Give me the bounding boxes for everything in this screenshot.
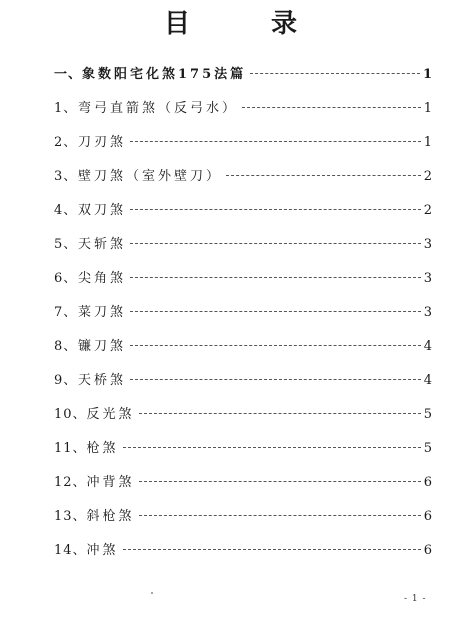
dot-leader — [226, 175, 421, 176]
toc-entry-number: 6、 — [54, 271, 78, 286]
toc-entry-label: 象数阳宅化煞175法篇 — [82, 67, 247, 82]
toc-entry-label: 尖角煞 — [78, 271, 127, 286]
dot-leader — [123, 447, 421, 448]
toc-entry[interactable] — [54, 437, 432, 471]
toc-entry-number: 8、 — [54, 339, 78, 354]
toc-entry[interactable] — [54, 335, 432, 369]
table-of-contents — [54, 63, 432, 573]
toc-entry-number: 11、 — [54, 441, 87, 456]
dot-leader — [139, 481, 421, 482]
toc-entry-label: 斜枪煞 — [86, 509, 135, 524]
dot-leader — [130, 379, 421, 380]
toc-entry-page: 3 — [423, 237, 432, 252]
dot-leader — [242, 107, 421, 108]
toc-entry[interactable] — [54, 539, 432, 573]
toc-entry-label: 弯弓直箭煞（反弓水） — [78, 101, 239, 116]
toc-entry-label: 冲背煞 — [86, 475, 135, 490]
toc-entry-page: 6 — [423, 543, 432, 558]
toc-entry-page: 1 — [423, 101, 432, 116]
toc-entry-page: 2 — [423, 169, 432, 184]
toc-entry-label: 枪煞 — [86, 441, 119, 456]
toc-entry-number: 4、 — [54, 203, 78, 218]
toc-entry-section[interactable] — [54, 63, 432, 97]
toc-entry-number: 一、 — [54, 67, 83, 82]
toc-entry-number: 2、 — [54, 135, 78, 150]
toc-entry-page: 3 — [423, 271, 432, 286]
toc-entry-number: 10、 — [54, 407, 87, 422]
toc-entry-label: 镰刀煞 — [78, 339, 127, 354]
dot-leader — [123, 549, 421, 550]
toc-entry-number: 3、 — [54, 169, 78, 184]
toc-entry-label: 冲煞 — [86, 543, 119, 558]
toc-entry-number: 1、 — [54, 101, 78, 116]
toc-entry-page: 6 — [423, 509, 432, 524]
toc-entry[interactable] — [54, 403, 432, 437]
toc-entry[interactable] — [54, 97, 432, 131]
toc-entry-page: 6 — [423, 475, 432, 490]
toc-entry[interactable] — [54, 233, 432, 267]
dot-leader — [130, 141, 421, 142]
toc-entry-label: 刀刃煞 — [78, 135, 127, 150]
page-title: 目 录 — [163, 9, 334, 39]
toc-entry[interactable] — [54, 267, 432, 301]
toc-entry-number: 7、 — [54, 305, 78, 320]
dot-leader — [130, 345, 421, 346]
toc-entry-label: 天斩煞 — [78, 237, 127, 252]
toc-entry-number: 5、 — [54, 237, 78, 252]
toc-entry[interactable] — [54, 369, 432, 403]
toc-entry-page: 5 — [423, 441, 432, 456]
toc-entry-page: 5 — [423, 407, 432, 422]
toc-entry[interactable] — [54, 199, 432, 233]
toc-entry-page: 2 — [423, 203, 432, 218]
toc-entry-page: 1 — [423, 135, 432, 150]
toc-entry-label: 壁刀煞（室外壁刀） — [78, 169, 223, 184]
toc-entry-page: 4 — [423, 373, 432, 388]
toc-entry-label: 菜刀煞 — [78, 305, 127, 320]
toc-entry-page: 3 — [423, 305, 432, 320]
toc-entry-page: 1 — [422, 67, 432, 82]
toc-entry-label: 天桥煞 — [78, 373, 127, 388]
toc-entry[interactable] — [54, 505, 432, 539]
toc-entry[interactable] — [54, 471, 432, 505]
toc-entry-number: 14、 — [54, 543, 87, 558]
scan-speck — [151, 592, 153, 594]
toc-entry[interactable] — [54, 165, 432, 199]
toc-entry[interactable] — [54, 301, 432, 335]
toc-entry-label: 反光煞 — [86, 407, 135, 422]
dot-leader — [139, 413, 421, 414]
toc-entry-page: 4 — [423, 339, 432, 354]
toc-entry-number: 13、 — [54, 509, 87, 524]
dot-leader — [130, 243, 421, 244]
dot-leader — [130, 311, 421, 312]
dot-leader — [250, 73, 420, 74]
toc-entry-label: 双刀煞 — [78, 203, 127, 218]
toc-entry-number: 9、 — [54, 373, 78, 388]
dot-leader — [139, 515, 421, 516]
dot-leader — [130, 277, 421, 278]
page-number-footer: - 1 - — [404, 594, 427, 604]
toc-entry[interactable] — [54, 131, 432, 165]
toc-entry-number: 12、 — [54, 475, 87, 490]
dot-leader — [130, 209, 421, 210]
